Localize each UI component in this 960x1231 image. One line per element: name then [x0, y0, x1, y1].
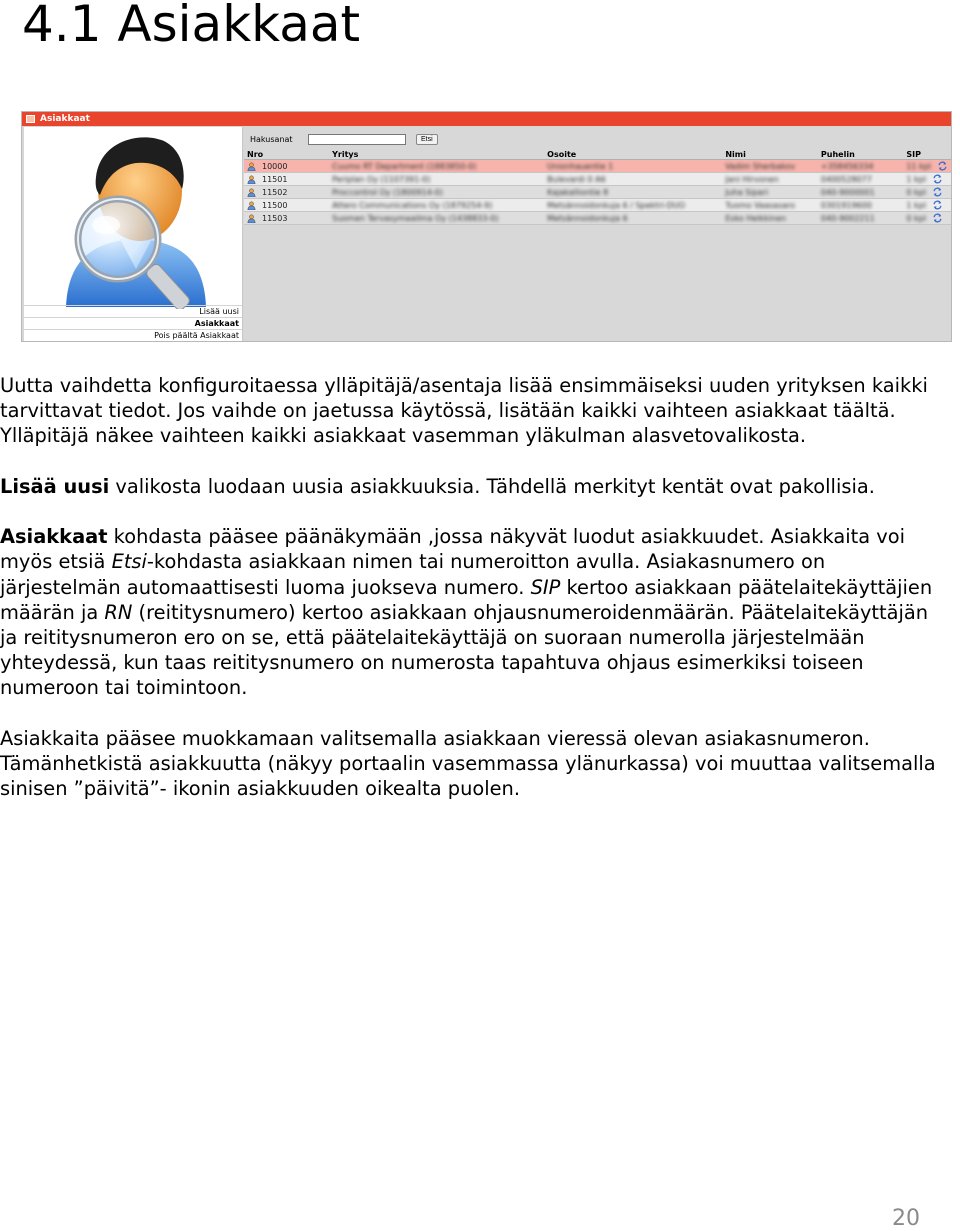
- customer-icon: [247, 162, 256, 171]
- table-cell-nro[interactable]: 11503: [244, 212, 329, 225]
- table-row[interactable]: [244, 160, 951, 173]
- table-cell-nimi: Juha Sipari: [722, 186, 818, 199]
- table-cell-nimi: Jani Hirvonen: [722, 173, 818, 186]
- table-cell-sip: 0 kpl: [903, 186, 951, 199]
- table-cell-sip: 1 kpl: [903, 173, 951, 186]
- paragraph-text: kertoo asiakkaan päätelaitekäyttäjien määrän ja: [0, 575, 933, 624]
- table-cell-osoite: Metsännoidonkuja 6 / Spektri-DUO: [544, 199, 722, 212]
- menu-item-customers[interactable]: Asiakkaat: [24, 317, 242, 329]
- table-cell-osoite: Metsännoidonkuja 6: [544, 212, 722, 225]
- italic-term: SIP: [530, 575, 561, 599]
- table-cell-sip: 1 kpl: [903, 199, 951, 212]
- column-header: Osoite: [544, 149, 722, 160]
- refresh-icon[interactable]: [932, 174, 943, 184]
- customers-screenshot: [21, 111, 952, 342]
- window-titlebar: [22, 112, 951, 126]
- column-header: Yritys: [329, 149, 544, 160]
- paragraph: [0, 373, 940, 449]
- table-cell-puhelin: 040-9002211: [818, 212, 903, 225]
- table-cell-nro[interactable]: 11500: [244, 199, 329, 212]
- customers-table: [244, 149, 951, 225]
- table-row[interactable]: [244, 199, 951, 212]
- italic-term: RN: [104, 600, 133, 624]
- table-cell-sip: 0 kpl: [903, 212, 951, 225]
- refresh-icon[interactable]: [937, 161, 948, 171]
- search-button[interactable]: Etsi: [416, 134, 438, 145]
- refresh-icon[interactable]: [932, 187, 943, 197]
- table-cell-nro[interactable]: 10000: [244, 160, 329, 173]
- table-cell-yritys: Suomen Tervasymaailma Oy (1438833-0): [329, 212, 544, 225]
- left-panel: [24, 127, 243, 341]
- table-cell-osoite: Kajakalliontie 8: [544, 186, 722, 199]
- window-icon: [26, 115, 35, 123]
- table-cell-osoite: Unionhauentie 1: [544, 160, 722, 173]
- table-cell-nimi: Tuomo Vaasasaro: [722, 199, 818, 212]
- table-cell-nimi: Esko Heikkinen: [722, 212, 818, 225]
- customer-icon: [247, 201, 256, 210]
- page-number: 20: [892, 1206, 920, 1231]
- table-cell-osoite: Bulevardi 0 A6: [544, 173, 722, 186]
- left-menu: [24, 305, 242, 341]
- paragraph-text: valikosta luodaan uusia asiakkuuksia. Tähdellä merkityt kentät ovat pakollisia.: [109, 474, 875, 498]
- search-input[interactable]: [308, 134, 406, 145]
- search-label: Hakusanat: [250, 134, 293, 144]
- paragraph-text: (reititysnumero) kertoo asiakkaan ohjausnumeroidenmäärän. Päätelaitekäyttäjän ja reititysnumeron ero on se, että päätelaitekäyttäjä on suoraan numerolla järjestelmään yhteydessä, kun taas reititysnumero on numerosta tapahtuva ohjaus esimerkiksi toiseen numeroon tai toimintoon.: [0, 600, 929, 700]
- italic-term: Etsi: [111, 550, 147, 574]
- refresh-icon[interactable]: [932, 200, 943, 210]
- menu-item-disable-customers[interactable]: Pois päältä Asiakkaat: [24, 329, 242, 341]
- customer-icon: [247, 175, 256, 184]
- table-row[interactable]: [244, 212, 951, 225]
- refresh-icon[interactable]: [932, 213, 943, 223]
- table-cell-puhelin: 0301919600: [818, 199, 903, 212]
- table-cell-yritys: Proccontrol Oy (1800914-0): [329, 186, 544, 199]
- paragraph: [0, 726, 940, 802]
- table-cell-sip: 11 kpl: [903, 160, 951, 173]
- menu-item-add-new[interactable]: Lisää uusi: [24, 305, 242, 317]
- table-cell-nimi: Vadim Sherbakov: [722, 160, 818, 173]
- column-header: Puhelin: [818, 149, 903, 160]
- table-cell-yritys: Attero Communications Oy (1879254-9): [329, 199, 544, 212]
- table-row[interactable]: [244, 186, 951, 199]
- page-heading: 4.1 Asiakkaat: [22, 0, 361, 53]
- paragraph-text: Asiakkaita pääsee muokkamaan valitsemalla asiakkaan vieressä olevan asiakasnumeron. Tämänhetkistä asiakkuutta (näkyy portaalin vasemmassa ylänurkassa) voi muuttaa valitsemalla sinisen ”päivitä”- ikonin asiakkuuden oikealta puolen.: [0, 726, 936, 801]
- bold-term: Lisää uusi: [0, 474, 110, 498]
- main-panel: [244, 127, 951, 341]
- body-text: [0, 373, 940, 827]
- table-row[interactable]: [244, 173, 951, 186]
- column-header: Nro: [244, 149, 329, 160]
- paragraph: [0, 474, 940, 499]
- table-header: [244, 149, 951, 160]
- bold-term: Asiakkaat: [0, 525, 108, 549]
- customer-icon: [247, 188, 256, 197]
- customer-icon: [247, 214, 256, 223]
- table-cell-nro[interactable]: 11502: [244, 186, 329, 199]
- search-row: [250, 132, 438, 146]
- table-cell-yritys: Cuumo RT Department (1883850-0): [329, 160, 544, 173]
- paragraph-text: Uutta vaihdetta konfiguroitaessa ylläpitäjä/asentaja lisää ensimmäiseksi uuden yrityksen kaikki tarvittavat tiedot. Jos vaihde on jaetussa käytössä, lisätään kaikki vaihteen asiakkaat täältä. Ylläpitäjä näkee vaihteen kaikki asiakkaat vasemman yläkulman alasvetovalikosta.: [0, 374, 928, 448]
- paragraph-text: kohdasta pääsee päänäkymään ,jossa näkyvät luodut asiakkuudet. Asiakkaita voi myös etsiä: [0, 525, 906, 574]
- customer-search-icon: [44, 129, 224, 309]
- column-header: SIP: [903, 149, 951, 160]
- table-cell-puhelin: 040-9000001: [818, 186, 903, 199]
- paragraph-text: -kohdasta asiakkaan nimen tai numeroitton avulla. Asiakasnumero on järjestelmän automaattisesti luoma juokseva numero.: [0, 550, 826, 599]
- table-cell-puhelin: 0400528077: [818, 173, 903, 186]
- paragraph: [0, 524, 940, 700]
- table-cell-nro[interactable]: 11501: [244, 173, 329, 186]
- window-title: Asiakkaat: [40, 114, 90, 124]
- table-cell-puhelin: +358456334: [818, 160, 903, 173]
- table-cell-yritys: Periplan Oy (1107391-0): [329, 173, 544, 186]
- column-header: Nimi: [722, 149, 818, 160]
